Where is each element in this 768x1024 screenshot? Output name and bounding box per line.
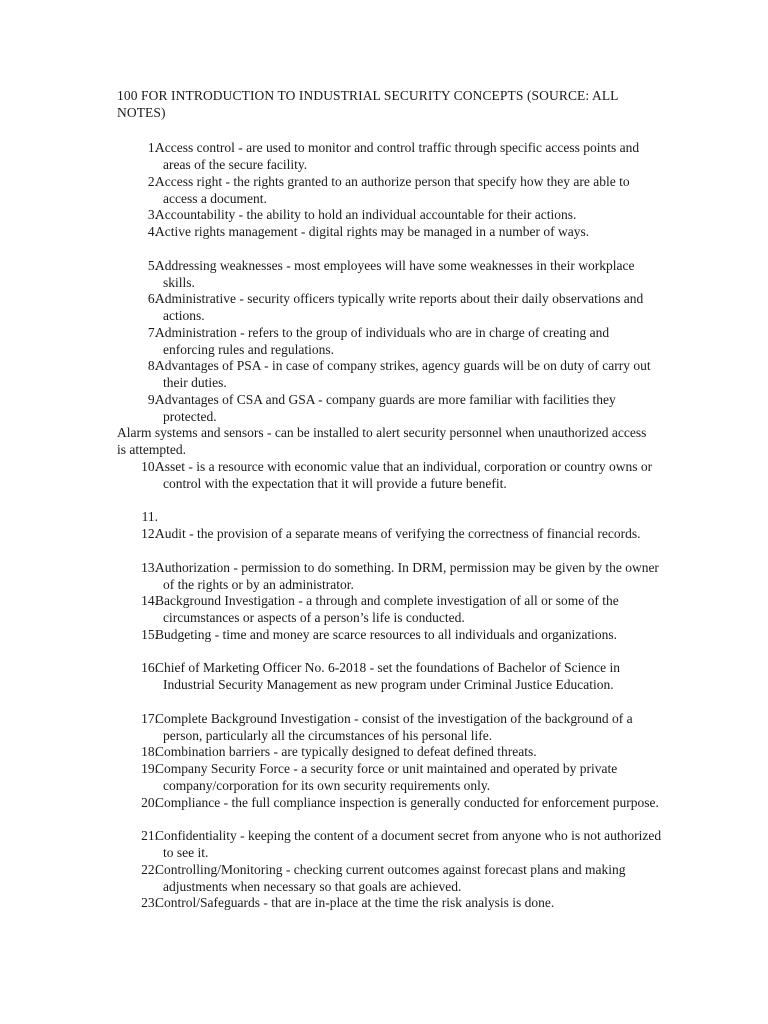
- list-item-number: 18.: [141, 744, 158, 759]
- list-item: [117, 743, 662, 760]
- list-item-number: 4.: [147, 224, 158, 239]
- list-item-number: 16.: [141, 660, 158, 675]
- list-item: [117, 794, 662, 811]
- list-item: [117, 710, 662, 744]
- list-item-number: 21.: [141, 828, 158, 843]
- list-item-text: Accountability - the ability to hold an individual accountable for their actions.: [155, 207, 577, 222]
- list-item: [117, 760, 662, 794]
- list-item-number: 20.: [141, 795, 158, 810]
- list-item-text: Compliance - the full compliance inspection is generally conducted for enforcement purpose.: [155, 795, 659, 810]
- list-item-text: Asset - is a resource with economic value that an individual, corporation or country owns or control with the expectation that it will provide a future benefit.: [155, 459, 653, 491]
- list-item: [117, 173, 662, 207]
- document-title: 100 FOR INTRODUCTION TO INDUSTRIAL SECURITY CONCEPTS (SOURCE: ALL NOTES): [117, 88, 619, 120]
- list-item-text: Access right - the rights granted to an authorize person that specify how they are able to access a document.: [155, 174, 630, 206]
- list-item: [117, 861, 662, 895]
- list-item: [117, 290, 662, 324]
- list-item-text: Advantages of PSA - in case of company strikes, agency guards will be on duty of carry out their duties.: [155, 358, 651, 390]
- list-item-text: Combination barriers - are typically designed to defeat defined threats.: [155, 744, 537, 759]
- list-item: [117, 592, 662, 626]
- list-item: [117, 458, 662, 492]
- list-item-text: Audit - the provision of a separate means of verifying the correctness of financial records.: [155, 526, 641, 541]
- list-item-text: Controlling/Monitoring - checking current outcomes against forecast plans and making adjustments when necessary so that goals are achieved.: [155, 862, 626, 894]
- list-item-text: Background Investigation - a through and complete investigation of all or some of the circumstances or aspects of a person’s life is conducted.: [155, 593, 619, 625]
- list-item-number: 17.: [141, 711, 158, 726]
- list-item: [117, 206, 662, 223]
- list-item: [117, 139, 662, 173]
- list-item-number: 10.: [141, 459, 158, 474]
- list-item-number: 12.: [141, 526, 158, 541]
- list-item-number: 1.: [147, 140, 158, 155]
- list-item-text: Authorization - permission to do something. In DRM, permission may be given by the owner of the rights or by an administrator.: [155, 560, 659, 592]
- list-item-text: Confidentiality - keeping the content of a document secret from anyone who is not authorized to see it.: [155, 828, 662, 860]
- list-item-number: 6.: [147, 291, 158, 306]
- list-item-number: 23.: [141, 895, 158, 910]
- list-item-text: Access control - are used to monitor and control traffic through specific access points and areas of the secure facility.: [155, 140, 640, 172]
- list-item-text: Chief of Marketing Officer No. 6-2018 - set the foundations of Bachelor of Science in Industrial Security Management as new program under Criminal Justice Education.: [155, 660, 620, 692]
- list-item-number: 22.: [141, 862, 158, 877]
- list-item: [117, 659, 662, 693]
- list-item-number: 7.: [147, 325, 158, 340]
- list-item-text: Complete Background Investigation - consist of the investigation of the background of a person, particularly all the circumstances of his personal life.: [155, 711, 633, 743]
- list-item-text: Control/Safeguards - that are in-place at the time the risk analysis is done.: [155, 895, 555, 910]
- list-item-text: Active rights management - digital rights may be managed in a number of ways.: [155, 224, 590, 239]
- list-item: [117, 357, 662, 391]
- list-item-number: 11.: [141, 509, 158, 524]
- list-item-text: Administrative - security officers typically write reports about their daily observations and actions.: [155, 291, 644, 323]
- list-item: [117, 223, 662, 240]
- list-item: [117, 525, 662, 542]
- list-item-number: 8.: [147, 358, 158, 373]
- list-item: [117, 324, 662, 358]
- list-item: [117, 559, 662, 593]
- list-item-number: 13.: [141, 560, 158, 575]
- list-item: [117, 391, 662, 425]
- list-item: [117, 894, 662, 911]
- list-item-text: Company Security Force - a security force or unit maintained and operated by private company/corporation for its own security requirements only.: [155, 761, 618, 793]
- alarm-paragraph: Alarm systems and sensors - can be installed to alert security personnel when unauthorized access is attempted.: [117, 425, 647, 457]
- list-item: [117, 626, 662, 643]
- list-item-number: 19.: [141, 761, 158, 776]
- list-item: [117, 257, 662, 291]
- list-item-number: 14.: [141, 593, 158, 608]
- list-item: [117, 827, 662, 861]
- list-item-number: 9.: [147, 392, 158, 407]
- list-item-text: Advantages of CSA and GSA - company guards are more familiar with facilities they protected.: [155, 392, 616, 424]
- list-item-text: Addressing weaknesses - most employees will have some weaknesses in their workplace skills.: [155, 258, 635, 290]
- list-item-text: Administration - refers to the group of individuals who are in charge of creating and enforcing rules and regulations.: [155, 325, 610, 357]
- list-item-number: 5.: [147, 258, 158, 273]
- list-item-text: Budgeting - time and money are scarce resources to all individuals and organizations.: [155, 627, 617, 642]
- list-item-number: 3.: [147, 207, 158, 222]
- list-item-number: 15.: [141, 627, 158, 642]
- list-item-number: 2.: [147, 174, 158, 189]
